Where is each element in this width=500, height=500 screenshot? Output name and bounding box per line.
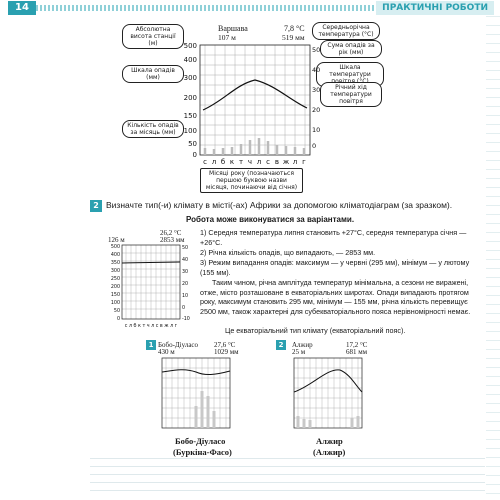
sample-left-tick: 300 xyxy=(110,269,120,274)
main-month-label: ч xyxy=(247,158,253,166)
sample-left-tick: 500 xyxy=(110,245,120,250)
variant2-country: (Алжир) xyxy=(313,447,346,457)
sample-left-tick: 350 xyxy=(110,261,120,266)
main-left-tick: 100 xyxy=(183,127,197,135)
variant1-temperature: 27,6 °С xyxy=(214,341,236,349)
main-right-tick: 40 xyxy=(312,66,320,74)
variant2-climate-diagram xyxy=(282,356,378,432)
main-right-tick: 10 xyxy=(312,126,320,134)
main-left-tick: 150 xyxy=(183,112,197,120)
sample-left-tick: 100 xyxy=(110,301,120,306)
main-left-tick: 400 xyxy=(183,56,197,64)
callout-annual-precip: Сума опадів за рік (мм) xyxy=(320,40,382,58)
variant1-station: Бобо-Діуласо xyxy=(158,341,199,349)
sample-right-tick: 30 xyxy=(182,270,189,275)
callout-avg-temp: Середньорічна температура (°С) xyxy=(312,22,380,40)
main-right-tick: 0 xyxy=(312,142,317,150)
main-left-tick: 0 xyxy=(192,151,197,159)
sample-left-tick: 250 xyxy=(110,277,120,282)
main-precipitation: 519 мм xyxy=(282,33,305,42)
margin-decoration xyxy=(486,16,500,500)
main-station: Варшава xyxy=(218,24,248,33)
page-header xyxy=(0,0,500,16)
variants-heading: Робота може виконуватися за варіантами. xyxy=(186,215,355,224)
sample-left-tick: 400 xyxy=(110,253,120,258)
main-temperature: 7,8 °С xyxy=(284,24,305,33)
variant2-station: Алжир xyxy=(292,341,313,349)
task-text: Визначте тип(-и) клімату в місті(-ах) Африки за допомогою кліматодіаграм (за зразком). xyxy=(106,200,453,210)
callout-temp-curve: Річний хід температури повітря xyxy=(320,82,382,107)
callout-altitude: Абсолютна висота станції (м) xyxy=(122,24,184,49)
main-left-tick: 300 xyxy=(183,74,197,82)
sample-temperature: 26,2 °С xyxy=(160,229,182,237)
header-decoration xyxy=(36,5,406,11)
variant1-number: 1 xyxy=(146,340,156,350)
main-month-label: т xyxy=(238,158,244,166)
sample-climate-diagram xyxy=(102,243,194,329)
variant2-altitude: 25 м xyxy=(292,348,306,356)
main-left-tick: 500 xyxy=(183,42,197,50)
variant1-country: (Буркіна-Фасо) xyxy=(173,447,232,457)
sample-left-tick: 150 xyxy=(110,293,120,298)
variant1-precipitation: 1029 мм xyxy=(214,348,239,356)
sample-right-tick: 20 xyxy=(182,282,189,287)
sample-right-tick: 10 xyxy=(182,294,189,299)
variant1-caption: Бобо-Діуласо xyxy=(175,436,226,446)
sample-right-tick: 40 xyxy=(182,258,189,263)
answer-p1: 1) Середня температура липня становить +27°С, середня температура січня — +26°С. xyxy=(200,228,467,247)
sample-left-tick: 0 xyxy=(116,317,120,322)
sample-right-tick: -10 xyxy=(182,317,190,322)
main-month-label: ж xyxy=(282,158,290,166)
variant2-caption: Алжир xyxy=(316,436,343,446)
main-month-label: к xyxy=(229,158,235,166)
main-month-label: в xyxy=(274,158,280,166)
main-month-label: с xyxy=(203,158,207,166)
page-number: 14 xyxy=(8,1,36,15)
main-left-tick: 200 xyxy=(183,94,197,102)
main-right-tick: 50 xyxy=(312,46,320,54)
answer-lines xyxy=(90,458,485,498)
main-right-tick: 30 xyxy=(312,86,320,94)
variant1-altitude: 430 м xyxy=(158,348,175,356)
sample-precipitation: 2853 мм xyxy=(160,236,185,244)
callout-monthly-precip: Кількість опадів за місяць (мм) xyxy=(122,120,184,138)
main-month-label: л xyxy=(211,158,217,166)
sample-altitude: 126 м xyxy=(108,236,125,244)
main-left-tick: 50 xyxy=(188,140,197,148)
sample-left-tick: 200 xyxy=(110,285,120,290)
sample-months: с л б к т ч л с в ж л г xyxy=(124,324,178,329)
answer-p4: Таким чином, річна амплітуда температур мінімальна, а сезони не виражені, отже, місто розташоване в екваторіальних широтах. Опади випадають протягом року, максимум становить 295 мм, мінімум — 155 мм, річна кількість перевищує 2500 мм, також характерні для субекваторіального пояса нерівномірності немає. xyxy=(200,278,471,316)
variant2-precipitation: 681 мм xyxy=(346,348,368,356)
answer-p3: 3) Режим випадання опадів: максимум — у червні (295 мм), мінімум — у лютому (155 мм). xyxy=(200,258,470,277)
main-month-label: б xyxy=(220,158,226,166)
variant1-climate-diagram xyxy=(150,356,246,432)
sample-left-tick: 50 xyxy=(113,309,120,314)
main-month-label: с xyxy=(266,158,270,166)
main-month-label: л xyxy=(256,158,262,166)
main-right-tick: 20 xyxy=(312,106,320,114)
variant2-temperature: 17,2 °С xyxy=(346,341,368,349)
main-climate-diagram xyxy=(175,40,320,170)
sample-right-tick: 50 xyxy=(182,246,189,251)
main-month-label: г xyxy=(302,158,306,166)
callout-months: Місяці року (позначаються першою буквою назви місяця, починаючи від січня) xyxy=(200,168,303,193)
section-title: ПРАКТИЧНІ РОБОТИ xyxy=(376,1,494,15)
sample-right-tick: 0 xyxy=(182,306,186,311)
main-altitude: 107 м xyxy=(218,33,236,42)
callout-temp-scale: Шкала температури xyxy=(316,62,384,87)
answer-conclusion: Це екваторіальний тип клімату (екваторіальний пояс). xyxy=(225,326,406,335)
answer-p2: 2) Річна кількість опадів, що випадають, — 2853 мм. xyxy=(200,248,376,257)
task-number: 2 xyxy=(90,200,102,212)
variant2-number: 2 xyxy=(276,340,286,350)
callout-precip-scale: Шкала опадів (мм) xyxy=(122,65,184,83)
main-month-label: л xyxy=(292,158,298,166)
